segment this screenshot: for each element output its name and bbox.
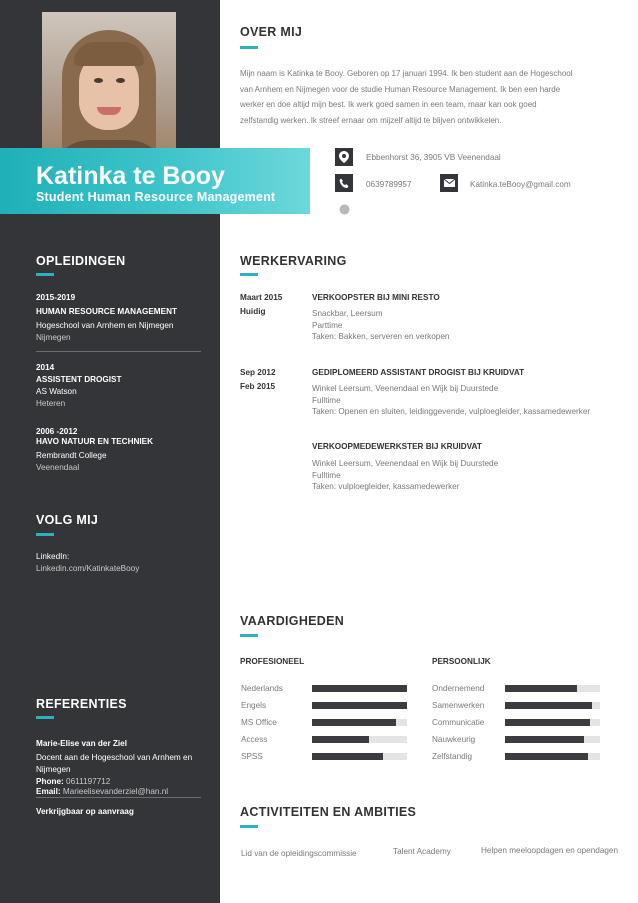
professional-skill-bar-fill <box>312 753 383 760</box>
edu-program: ASSISTENT DROGIST <box>36 375 122 384</box>
personal-skill-label: Ondernemend <box>432 684 485 693</box>
referenties-title: REFERENTIES <box>36 697 127 711</box>
personal-skill-bar <box>505 685 600 692</box>
edu-city: Veenendaal <box>36 463 80 472</box>
werkervaring-title: WERKERVARING <box>240 254 347 268</box>
activity-item: Lid van de opleidingscommissie <box>241 849 357 858</box>
contact-email[interactable]: Katinka.teBooy@gmail.com <box>470 180 571 189</box>
job-from: Sep 2012 <box>240 368 276 377</box>
profile-photo <box>42 12 176 164</box>
activity-item: Talent Academy <box>393 847 451 856</box>
volg-mij-accent <box>36 533 54 536</box>
professional-skill-bar-fill <box>312 719 396 726</box>
professional-skill-bar-fill <box>312 702 407 709</box>
professional-skill-bar-fill <box>312 685 407 692</box>
activity-item: Helpen meeloopdagen en opendagen <box>481 846 619 855</box>
professional-skill-label: MS Office <box>241 718 277 727</box>
persoonlijk-title: PERSOONLIJK <box>432 657 491 666</box>
person-title: Student Human Resource Management <box>36 190 276 204</box>
linkedin-link[interactable]: Linkedin.com/KatinkateBooy <box>36 564 140 573</box>
edu-divider <box>36 351 201 352</box>
professional-skill-label: SPSS <box>241 752 263 761</box>
edu-years: 2006 -2012 <box>36 427 78 436</box>
edu-years: 2015-2019 <box>36 293 76 302</box>
reference-email: Email: Marieelisevanderziel@han.nl <box>36 787 169 796</box>
job-to: Feb 2015 <box>240 382 276 391</box>
vaardigheden-accent <box>240 634 258 637</box>
volg-mij-title: VOLG MIJ <box>36 513 99 527</box>
job-role: VERKOOPSTER BIJ MINI RESTO <box>312 293 440 302</box>
edu-program: HAVO NATUUR EN TECHNIEK <box>36 437 154 446</box>
professional-skill-bar <box>312 753 407 760</box>
professional-skill-label: Nederlands <box>241 684 283 693</box>
personal-skill-bar-fill <box>505 719 590 726</box>
professional-skill-bar <box>312 736 407 743</box>
job-to: Huidig <box>240 307 266 316</box>
personal-skill-bar <box>505 702 600 709</box>
personal-skill-bar-fill <box>505 702 592 709</box>
edu-city: Nijmegen <box>36 333 71 342</box>
personal-skill-label: Samenwerken <box>432 701 485 710</box>
activiteiten-accent <box>240 825 258 828</box>
over-mij-accent <box>240 46 258 49</box>
contact-address: Ebbenhorst 36, 3905 VB Veenendaal <box>366 153 501 162</box>
personal-skill-bar <box>505 753 600 760</box>
edu-school: Hogeschool van Arnhem en Nijmegen <box>36 321 174 330</box>
edu-program: HUMAN RESOURCE MANAGEMENT <box>36 307 178 316</box>
professioneel-title: PROFESIONEEL <box>240 657 305 666</box>
job-role: VERKOOPMEDEWERKSTER BIJ KRUIDVAT <box>312 442 482 451</box>
edu-years: 2014 <box>36 363 55 372</box>
edu-city: Heteren <box>36 399 66 408</box>
personal-skill-bar-fill <box>505 736 584 743</box>
vaardigheden-title: VAARDIGHEDEN <box>240 614 345 628</box>
reference-footer: Verkrijgbaar op aanvraag <box>36 807 134 816</box>
person-name: Katinka te Booy <box>36 162 225 190</box>
personal-skill-bar <box>505 736 600 743</box>
over-mij-title: OVER MIJ <box>240 25 303 39</box>
phone-icon <box>335 174 353 192</box>
opleidingen-accent <box>36 273 54 276</box>
name-banner <box>0 148 310 214</box>
globe-icon <box>335 200 353 218</box>
job-role: GEDIPLOMEERD ASSISTANT DROGIST BIJ KRUIDVAT <box>312 368 525 377</box>
personal-skill-bar-fill <box>505 753 588 760</box>
job-from: Maart 2015 <box>240 293 283 302</box>
email-icon <box>440 174 458 192</box>
opleidingen-title: OPLEIDINGEN <box>36 254 126 268</box>
edu-school: AS Watson <box>36 387 77 396</box>
professional-skill-label: Access <box>241 735 268 744</box>
location-icon <box>335 148 353 166</box>
personal-skill-label: Nauwkeurig <box>432 735 476 744</box>
professional-skill-bar <box>312 685 407 692</box>
activiteiten-title: ACTIVITEITEN EN AMBITIES <box>240 805 417 819</box>
over-mij-text: Mijn naam is Katinka te Booy. Geboren op 17 januari 1994. Ik ben student aan de Hogeschool van Arnhem en Nijmegen voor de studie Human Resource Management. Ik ben een harde werker en doe altijd mijn best. Ik werk goed samen in een team, maar kan ook goed zelfstandig werken. Ik streef ernaar om mijzelf altijd te blijven ontwikkelen. <box>240 69 573 125</box>
reference-name: Marie-Elise van der Ziel <box>36 739 128 748</box>
personal-skill-bar-fill <box>505 685 577 692</box>
contact-phone: 0639789957 <box>366 180 412 189</box>
professional-skill-bar <box>312 719 407 726</box>
personal-skill-label: Communicatie <box>432 718 485 727</box>
reference-role: Docent aan de Hogeschool van Arnhem en Nijmegen <box>36 753 193 774</box>
referenties-accent <box>36 716 54 719</box>
reference-divider <box>36 797 201 798</box>
personal-skill-label: Zelfstandig <box>432 752 473 761</box>
professional-skill-bar-fill <box>312 736 369 743</box>
werkervaring-accent <box>240 273 258 276</box>
professional-skill-bar <box>312 702 407 709</box>
job-details: Snackbar, Leersum Parttime Taken: Bakken, serveren en verkopen <box>312 309 450 341</box>
edu-school: Rembrandt College <box>36 451 107 460</box>
linkedin-label: LinkedIn: <box>36 552 70 561</box>
job-details: Winkel Leersum, Veenendaal en Wijk bij Duurstede Fulltime Taken: Openen en sluiten, leidinggevende, vulploegleider, kassamedewerker <box>312 384 591 416</box>
job-details: Winkel Leersum, Veenendaal en Wijk bij Duurstede Fulltime Taken: vulploegleider, kassamedewerker <box>312 459 499 491</box>
professional-skill-label: Engels <box>241 701 267 710</box>
reference-phone: Phone: 0611197712 <box>36 777 111 786</box>
personal-skill-bar <box>505 719 600 726</box>
